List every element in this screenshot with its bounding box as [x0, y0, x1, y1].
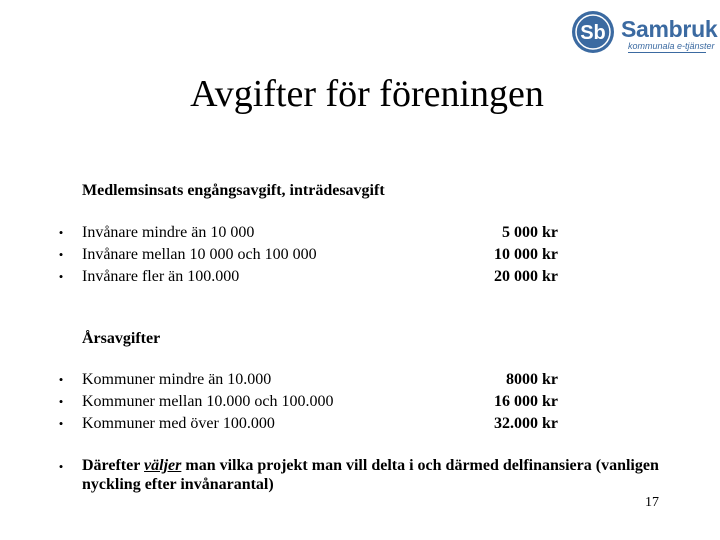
bullet-icon: •	[58, 247, 64, 262]
final-note-emphasis: väljer	[144, 457, 182, 474]
membership-amount: 20 000 kr	[494, 268, 558, 285]
membership-label: Invånare mindre än 10 000	[82, 224, 255, 241]
logo-mark-letters: Sb	[580, 22, 606, 44]
annual-row	[0, 413, 720, 435]
annual-amount: 16 000 kr	[494, 393, 558, 410]
bullet-icon: •	[58, 372, 64, 387]
page-number: 17	[645, 495, 659, 510]
annual-amount: 32.000 kr	[494, 415, 558, 432]
annual-label: Kommuner mellan 10.000 och 100.000	[82, 393, 334, 410]
bullet-icon: •	[58, 459, 64, 474]
annual-heading: Årsavgifter	[82, 330, 161, 347]
final-note-end: man vilka projekt man vill delta i och därmed delfinansiera (vanligen nyckling efter invånarantal)	[82, 457, 659, 493]
annual-amount: 8000 kr	[506, 371, 558, 388]
membership-heading: Medlemsinsats engångsavgift, inträdesavgift	[82, 182, 385, 199]
annual-row	[0, 391, 720, 413]
logo-name: Sambruk	[621, 16, 718, 42]
annual-label: Kommuner mindre än 10.000	[82, 371, 272, 388]
membership-label: Invånare fler än 100.000	[82, 268, 240, 285]
annual-row	[0, 369, 720, 391]
bullet-icon: •	[58, 394, 64, 409]
membership-label: Invånare mellan 10 000 och 100 000	[82, 246, 317, 263]
membership-row	[0, 222, 720, 244]
bullet-icon: •	[58, 269, 64, 284]
annual-label: Kommuner med över 100.000	[82, 415, 275, 432]
bullet-icon: •	[58, 225, 64, 240]
sambruk-logo-mark-icon	[571, 10, 615, 54]
final-note-text	[82, 456, 672, 494]
membership-amount: 5 000 kr	[502, 224, 558, 241]
final-note-start: Därefter	[82, 457, 145, 474]
sambruk-logo	[571, 10, 718, 56]
membership-row	[0, 244, 720, 266]
bullet-icon: •	[58, 416, 64, 431]
membership-amount: 10 000 kr	[494, 246, 558, 263]
logo-tagline: kommunala e-tjänster	[628, 41, 715, 51]
slide-title: Avgifter för föreningen	[190, 73, 544, 115]
logo-underline	[628, 52, 706, 53]
membership-row	[0, 266, 720, 288]
